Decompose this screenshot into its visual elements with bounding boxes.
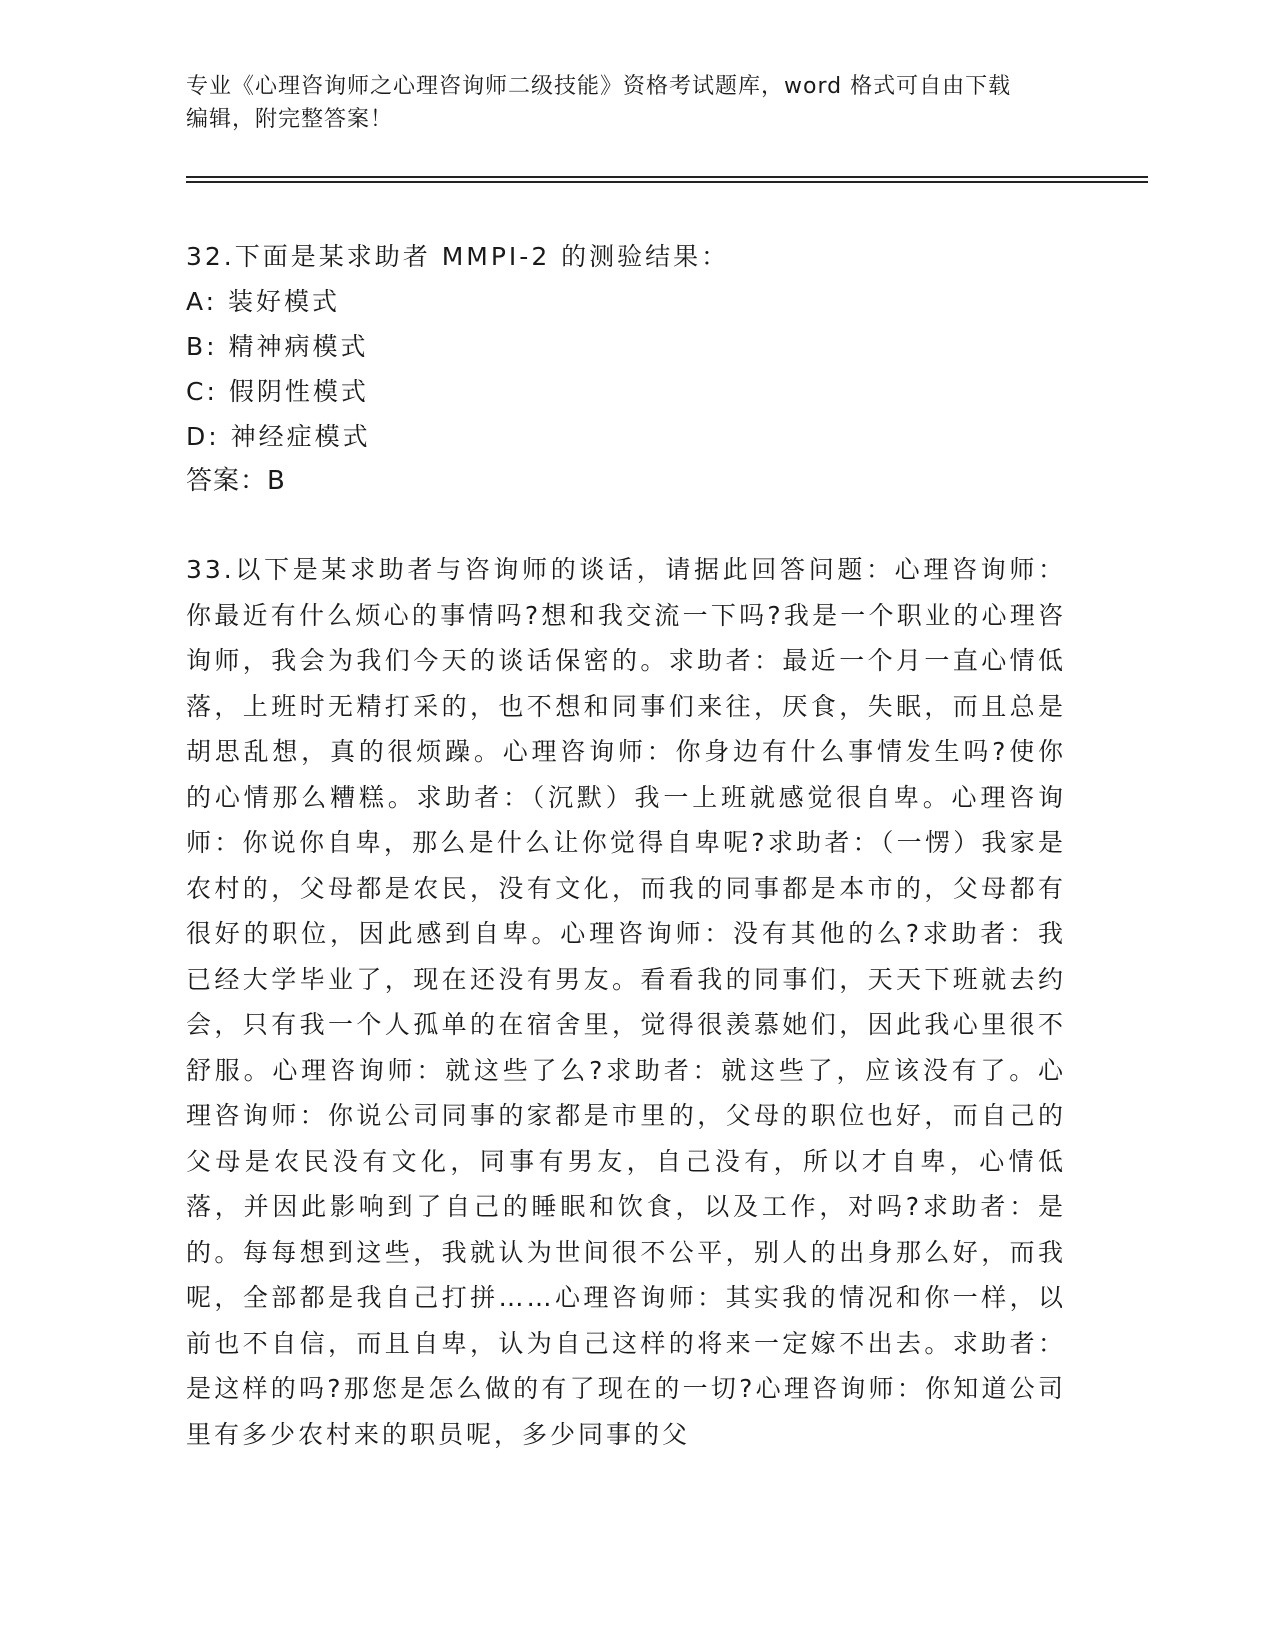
option-b: B: 精神病模式: [186, 332, 369, 361]
option-c: C: 假阴性模式: [186, 377, 369, 406]
question-32: [186, 234, 1066, 504]
answer-text: 答案：B: [186, 466, 286, 496]
document-body: [186, 234, 1066, 1457]
header-line-1: 专业《心理咨询师之心理咨询师二级技能》资格考试题库，word 格式可自由下载: [186, 74, 1012, 99]
question-stem: 33.以下是某求助者与咨询师的谈话，请据此回答问题：心理咨询师：你最近有什么烦心的事情吗?想和我交流一下吗?我是一个职业的心理咨询师，我会为我们今天的谈话保密的。求助者：最近一个月一直心情低落，上班时无精打采的，也不想和同事们来往，厌食，失眠，而且总是胡思乱想，真的很烦躁。心理咨询师：你身边有什么事情发生吗?使你的心情那么糟糕。求助者：（沉默）我一上班就感觉很自卑。心理咨询师：你说你自卑，那么是什么让你觉得自卑呢?求助者：（一愣）我家是农村的，父母都是农民，没有文化，而我的同事都是本市的，父母都有很好的职位，因此感到自卑。心理咨询师：没有其他的么?求助者：我已经大学毕业了，现在还没有男友。看看我的同事们，天天下班就去约会，只有我一个人孤单的在宿舍里，觉得很羡慕她们，因此我心里很不舒服。心理咨询师：就这些了么?求助者：就这些了，应该没有了。心理咨询师：你说公司同事的家都是市里的，父母的职位也好，而自己的父母是农民没有文化，同事有男友，自己没有，所以才自卑，心情低落，并因此影响到了自己的睡眠和饮食，以及工作，对吗?求助者：是的。每每想到这些，我就认为世间很不公平，别人的出身那么好，而我呢，全部都是我自己打拼……心理咨询师：其实我的情况和你一样，以前也不自信，而且自卑，认为自己这样的将来一定嫁不出去。求助者：是这样的吗?那您是怎么做的有了现在的一切?心理咨询师：你知道公司里有多少农村来的职员呢，多少同事的父: [186, 555, 1066, 1449]
header-divider-bottom: [186, 181, 1148, 183]
option-d: D: 神经症模式: [186, 422, 371, 451]
question-33: [186, 547, 1066, 1457]
header-divider-top: [186, 176, 1148, 178]
document-header: [186, 70, 1056, 136]
option-a: A: 装好模式: [186, 287, 341, 316]
question-stem: 32.下面是某求助者 MMPI-2 的测验结果：: [186, 242, 730, 271]
header-line-2: 编辑，附完整答案！: [186, 107, 394, 132]
